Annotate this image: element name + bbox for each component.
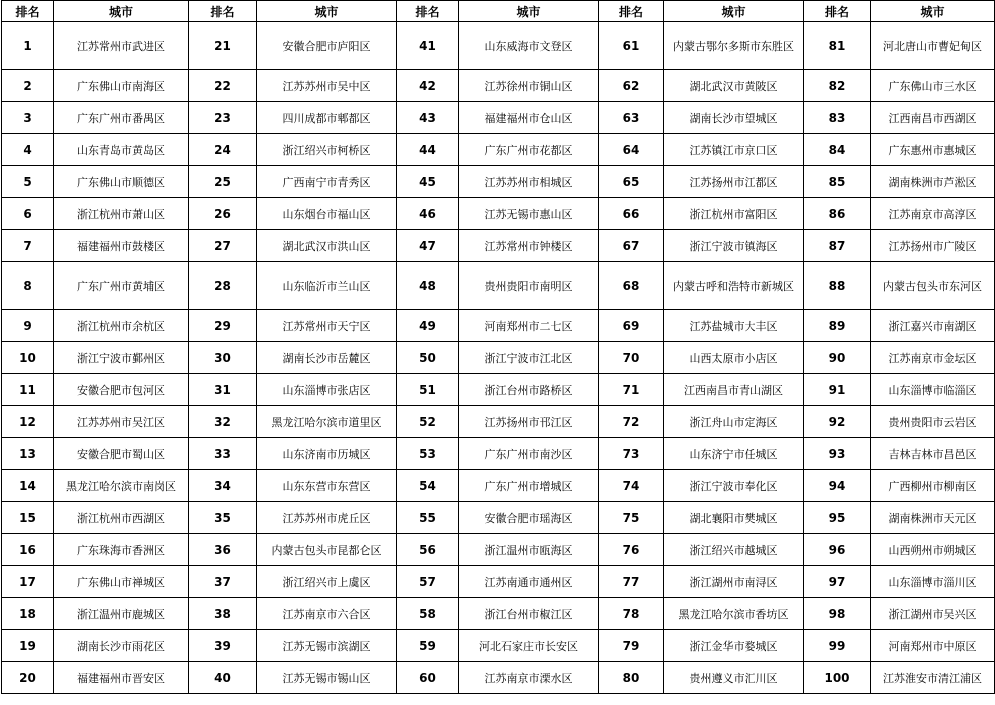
city-cell: 山东东营市东营区 <box>257 470 397 502</box>
city-cell: 山东淄博市张店区 <box>257 374 397 406</box>
city-cell: 山东淄博市淄川区 <box>871 566 995 598</box>
rank-cell: 37 <box>189 566 257 598</box>
city-cell: 河北石家庄市长安区 <box>459 630 599 662</box>
city-cell: 贵州遵义市汇川区 <box>664 662 804 694</box>
rank-cell: 27 <box>189 230 257 262</box>
rank-cell: 99 <box>804 630 871 662</box>
city-cell: 浙江台州市椒江区 <box>459 598 599 630</box>
rank-cell: 74 <box>599 470 664 502</box>
city-cell: 江苏苏州市吴中区 <box>257 70 397 102</box>
rank-cell: 94 <box>804 470 871 502</box>
city-cell: 江苏徐州市铜山区 <box>459 70 599 102</box>
table-row <box>2 310 995 342</box>
city-cell: 广西南宁市青秀区 <box>257 166 397 198</box>
city-cell: 广东广州市南沙区 <box>459 438 599 470</box>
rank-cell: 66 <box>599 198 664 230</box>
rank-cell: 97 <box>804 566 871 598</box>
rank-cell: 91 <box>804 374 871 406</box>
city-cell: 内蒙古包头市昆都仑区 <box>257 534 397 566</box>
rank-cell: 39 <box>189 630 257 662</box>
rank-cell: 13 <box>2 438 54 470</box>
city-cell: 安徽合肥市包河区 <box>54 374 189 406</box>
rank-cell: 7 <box>2 230 54 262</box>
rank-cell: 57 <box>397 566 459 598</box>
city-cell: 吉林吉林市昌邑区 <box>871 438 995 470</box>
city-cell: 内蒙古呼和浩特市新城区 <box>664 262 804 310</box>
rank-cell: 24 <box>189 134 257 166</box>
city-cell: 浙江台州市路桥区 <box>459 374 599 406</box>
rank-cell: 31 <box>189 374 257 406</box>
city-cell: 山西朔州市朔城区 <box>871 534 995 566</box>
city-cell: 广东广州市番禺区 <box>54 102 189 134</box>
city-cell: 江苏扬州市广陵区 <box>871 230 995 262</box>
city-header: 城市 <box>459 1 599 22</box>
city-cell: 浙江湖州市南浔区 <box>664 566 804 598</box>
city-cell: 贵州贵阳市云岩区 <box>871 406 995 438</box>
rank-cell: 61 <box>599 22 664 70</box>
city-cell: 江苏苏州市虎丘区 <box>257 502 397 534</box>
city-cell: 山东济宁市任城区 <box>664 438 804 470</box>
rank-cell: 41 <box>397 22 459 70</box>
rank-header: 排名 <box>599 1 664 22</box>
city-cell: 湖南长沙市雨花区 <box>54 630 189 662</box>
city-cell: 江苏苏州市相城区 <box>459 166 599 198</box>
city-cell: 山东临沂市兰山区 <box>257 262 397 310</box>
rank-cell: 16 <box>2 534 54 566</box>
city-header: 城市 <box>257 1 397 22</box>
table-row <box>2 230 995 262</box>
rank-cell: 4 <box>2 134 54 166</box>
rank-header: 排名 <box>397 1 459 22</box>
city-cell: 浙江温州市瓯海区 <box>459 534 599 566</box>
city-cell: 广东佛山市顺德区 <box>54 166 189 198</box>
city-cell: 山东济南市历城区 <box>257 438 397 470</box>
city-cell: 浙江杭州市余杭区 <box>54 310 189 342</box>
rank-cell: 90 <box>804 342 871 374</box>
rank-cell: 71 <box>599 374 664 406</box>
city-cell: 河南郑州市中原区 <box>871 630 995 662</box>
rank-cell: 19 <box>2 630 54 662</box>
rank-cell: 35 <box>189 502 257 534</box>
rank-cell: 86 <box>804 198 871 230</box>
city-cell: 黑龙江哈尔滨市香坊区 <box>664 598 804 630</box>
rank-cell: 87 <box>804 230 871 262</box>
city-cell: 浙江宁波市镇海区 <box>664 230 804 262</box>
city-cell: 江苏南通市通州区 <box>459 566 599 598</box>
city-cell: 浙江宁波市奉化区 <box>664 470 804 502</box>
rank-cell: 47 <box>397 230 459 262</box>
city-cell: 江苏南京市六合区 <box>257 598 397 630</box>
rank-cell: 40 <box>189 662 257 694</box>
city-cell: 江西南昌市西湖区 <box>871 102 995 134</box>
city-cell: 福建福州市鼓楼区 <box>54 230 189 262</box>
city-cell: 山东青岛市黄岛区 <box>54 134 189 166</box>
rank-cell: 59 <box>397 630 459 662</box>
city-cell: 江苏常州市钟楼区 <box>459 230 599 262</box>
rank-cell: 77 <box>599 566 664 598</box>
city-cell: 江苏镇江市京口区 <box>664 134 804 166</box>
rank-cell: 30 <box>189 342 257 374</box>
city-cell: 江苏无锡市锡山区 <box>257 662 397 694</box>
rank-cell: 8 <box>2 262 54 310</box>
rank-cell: 96 <box>804 534 871 566</box>
rank-cell: 36 <box>189 534 257 566</box>
rank-cell: 83 <box>804 102 871 134</box>
table-row <box>2 374 995 406</box>
table-body <box>2 22 995 694</box>
city-cell: 江苏扬州市邗江区 <box>459 406 599 438</box>
rank-cell: 75 <box>599 502 664 534</box>
rank-cell: 25 <box>189 166 257 198</box>
city-cell: 江苏常州市天宁区 <box>257 310 397 342</box>
city-cell: 江苏扬州市江都区 <box>664 166 804 198</box>
table-row <box>2 470 995 502</box>
rank-cell: 42 <box>397 70 459 102</box>
city-cell: 江苏常州市武进区 <box>54 22 189 70</box>
rank-cell: 6 <box>2 198 54 230</box>
rank-cell: 93 <box>804 438 871 470</box>
table-row <box>2 534 995 566</box>
city-cell: 山东威海市文登区 <box>459 22 599 70</box>
rank-cell: 64 <box>599 134 664 166</box>
rank-cell: 80 <box>599 662 664 694</box>
city-cell: 浙江湖州市吴兴区 <box>871 598 995 630</box>
rank-cell: 17 <box>2 566 54 598</box>
rank-cell: 10 <box>2 342 54 374</box>
city-cell: 江苏无锡市惠山区 <box>459 198 599 230</box>
rank-cell: 68 <box>599 262 664 310</box>
city-cell: 黑龙江哈尔滨市道里区 <box>257 406 397 438</box>
city-cell: 浙江舟山市定海区 <box>664 406 804 438</box>
table-row <box>2 134 995 166</box>
rank-header: 排名 <box>2 1 54 22</box>
city-cell: 安徽合肥市瑶海区 <box>459 502 599 534</box>
table-row <box>2 70 995 102</box>
rank-cell: 62 <box>599 70 664 102</box>
city-cell: 湖北襄阳市樊城区 <box>664 502 804 534</box>
rank-cell: 65 <box>599 166 664 198</box>
rank-cell: 21 <box>189 22 257 70</box>
header-row <box>2 1 995 22</box>
city-cell: 浙江嘉兴市南湖区 <box>871 310 995 342</box>
table-row <box>2 166 995 198</box>
city-cell: 内蒙古包头市东河区 <box>871 262 995 310</box>
city-cell: 江苏南京市高淳区 <box>871 198 995 230</box>
city-cell: 湖北武汉市洪山区 <box>257 230 397 262</box>
rank-cell: 79 <box>599 630 664 662</box>
city-cell: 湖南株洲市芦淞区 <box>871 166 995 198</box>
city-cell: 浙江杭州市萧山区 <box>54 198 189 230</box>
city-cell: 安徽合肥市蜀山区 <box>54 438 189 470</box>
city-cell: 山东淄博市临淄区 <box>871 374 995 406</box>
table-row <box>2 662 995 694</box>
rank-cell: 48 <box>397 262 459 310</box>
rank-cell: 18 <box>2 598 54 630</box>
table-row <box>2 630 995 662</box>
city-cell: 贵州贵阳市南明区 <box>459 262 599 310</box>
rank-cell: 26 <box>189 198 257 230</box>
rank-cell: 49 <box>397 310 459 342</box>
rank-cell: 73 <box>599 438 664 470</box>
rank-cell: 88 <box>804 262 871 310</box>
city-header: 城市 <box>664 1 804 22</box>
rank-header: 排名 <box>189 1 257 22</box>
rank-cell: 78 <box>599 598 664 630</box>
rank-cell: 33 <box>189 438 257 470</box>
rank-cell: 53 <box>397 438 459 470</box>
city-cell: 广东佛山市禅城区 <box>54 566 189 598</box>
city-cell: 广东广州市花都区 <box>459 134 599 166</box>
city-cell: 湖南长沙市岳麓区 <box>257 342 397 374</box>
city-cell: 广东广州市增城区 <box>459 470 599 502</box>
city-cell: 江西南昌市青山湖区 <box>664 374 804 406</box>
rank-cell: 3 <box>2 102 54 134</box>
rank-cell: 11 <box>2 374 54 406</box>
city-cell: 湖南株洲市天元区 <box>871 502 995 534</box>
ranking-table <box>1 0 995 694</box>
rank-cell: 50 <box>397 342 459 374</box>
city-cell: 江苏淮安市清江浦区 <box>871 662 995 694</box>
table-row <box>2 406 995 438</box>
city-cell: 湖北武汉市黄陂区 <box>664 70 804 102</box>
city-cell: 浙江绍兴市上虞区 <box>257 566 397 598</box>
rank-cell: 89 <box>804 310 871 342</box>
city-cell: 山西太原市小店区 <box>664 342 804 374</box>
rank-cell: 67 <box>599 230 664 262</box>
table-row <box>2 22 995 70</box>
city-cell: 河北唐山市曹妃甸区 <box>871 22 995 70</box>
rank-cell: 1 <box>2 22 54 70</box>
rank-cell: 54 <box>397 470 459 502</box>
city-cell: 江苏苏州市吴江区 <box>54 406 189 438</box>
city-cell: 福建福州市晋安区 <box>54 662 189 694</box>
table-row <box>2 198 995 230</box>
city-cell: 广东珠海市香洲区 <box>54 534 189 566</box>
rank-cell: 76 <box>599 534 664 566</box>
city-cell: 浙江杭州市富阳区 <box>664 198 804 230</box>
city-cell: 江苏南京市溧水区 <box>459 662 599 694</box>
city-cell: 广东惠州市惠城区 <box>871 134 995 166</box>
rank-cell: 72 <box>599 406 664 438</box>
rank-cell: 5 <box>2 166 54 198</box>
rank-cell: 98 <box>804 598 871 630</box>
table-row <box>2 342 995 374</box>
rank-cell: 84 <box>804 134 871 166</box>
rank-cell: 63 <box>599 102 664 134</box>
rank-cell: 15 <box>2 502 54 534</box>
city-cell: 广东佛山市南海区 <box>54 70 189 102</box>
rank-cell: 2 <box>2 70 54 102</box>
city-cell: 广东佛山市三水区 <box>871 70 995 102</box>
rank-cell: 34 <box>189 470 257 502</box>
city-header: 城市 <box>871 1 995 22</box>
rank-cell: 29 <box>189 310 257 342</box>
city-cell: 江苏南京市金坛区 <box>871 342 995 374</box>
city-cell: 福建福州市仓山区 <box>459 102 599 134</box>
rank-cell: 32 <box>189 406 257 438</box>
rank-cell: 51 <box>397 374 459 406</box>
table-row <box>2 262 995 310</box>
rank-cell: 20 <box>2 662 54 694</box>
rank-cell: 23 <box>189 102 257 134</box>
rank-cell: 44 <box>397 134 459 166</box>
rank-cell: 81 <box>804 22 871 70</box>
city-cell: 湖南长沙市望城区 <box>664 102 804 134</box>
rank-cell: 85 <box>804 166 871 198</box>
rank-cell: 22 <box>189 70 257 102</box>
city-cell: 河南郑州市二七区 <box>459 310 599 342</box>
city-cell: 江苏无锡市滨湖区 <box>257 630 397 662</box>
table-row <box>2 438 995 470</box>
city-cell: 安徽合肥市庐阳区 <box>257 22 397 70</box>
rank-cell: 46 <box>397 198 459 230</box>
city-cell: 浙江绍兴市越城区 <box>664 534 804 566</box>
table-row <box>2 566 995 598</box>
rank-cell: 69 <box>599 310 664 342</box>
rank-cell: 100 <box>804 662 871 694</box>
city-cell: 江苏盐城市大丰区 <box>664 310 804 342</box>
rank-cell: 82 <box>804 70 871 102</box>
rank-cell: 60 <box>397 662 459 694</box>
city-cell: 广东广州市黄埔区 <box>54 262 189 310</box>
rank-cell: 14 <box>2 470 54 502</box>
rank-cell: 9 <box>2 310 54 342</box>
table-row <box>2 502 995 534</box>
city-cell: 浙江绍兴市柯桥区 <box>257 134 397 166</box>
city-cell: 黑龙江哈尔滨市南岗区 <box>54 470 189 502</box>
city-cell: 浙江宁波市江北区 <box>459 342 599 374</box>
city-cell: 山东烟台市福山区 <box>257 198 397 230</box>
city-header: 城市 <box>54 1 189 22</box>
city-cell: 广西柳州市柳南区 <box>871 470 995 502</box>
city-cell: 浙江温州市鹿城区 <box>54 598 189 630</box>
rank-cell: 45 <box>397 166 459 198</box>
city-cell: 浙江杭州市西湖区 <box>54 502 189 534</box>
city-cell: 浙江宁波市鄞州区 <box>54 342 189 374</box>
rank-cell: 12 <box>2 406 54 438</box>
table-row <box>2 598 995 630</box>
rank-cell: 28 <box>189 262 257 310</box>
rank-cell: 43 <box>397 102 459 134</box>
rank-cell: 58 <box>397 598 459 630</box>
rank-cell: 70 <box>599 342 664 374</box>
rank-cell: 38 <box>189 598 257 630</box>
rank-cell: 55 <box>397 502 459 534</box>
rank-cell: 95 <box>804 502 871 534</box>
city-cell: 浙江金华市婺城区 <box>664 630 804 662</box>
rank-cell: 92 <box>804 406 871 438</box>
city-cell: 四川成都市郫都区 <box>257 102 397 134</box>
rank-cell: 56 <box>397 534 459 566</box>
rank-cell: 52 <box>397 406 459 438</box>
rank-header: 排名 <box>804 1 871 22</box>
city-cell: 内蒙古鄂尔多斯市东胜区 <box>664 22 804 70</box>
table-row <box>2 102 995 134</box>
